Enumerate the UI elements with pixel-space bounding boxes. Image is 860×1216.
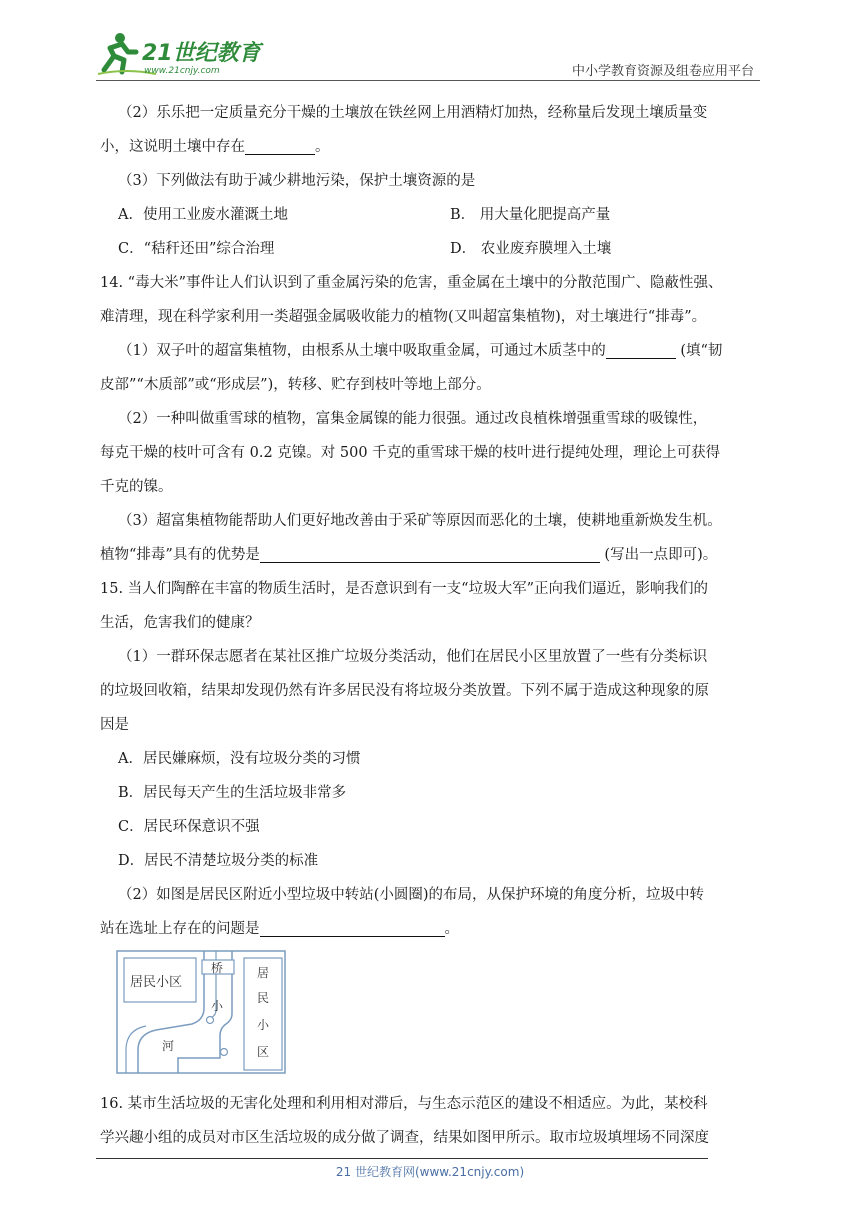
q15-part1-line3: 因是 (100, 717, 129, 733)
label-river: 河 (162, 1039, 175, 1053)
station-circle (207, 1017, 214, 1024)
station-circle (221, 1049, 228, 1056)
q16-stem-line1: 16. 某市生活垃圾的无害化处理和利用相对滞后，与生态示范区的建设不相适应。为此，某校科 (100, 1096, 708, 1112)
q15-part2-line2 (100, 912, 764, 946)
q14-part1-line1 (100, 334, 764, 368)
answer-blank (606, 338, 676, 359)
q13-options-row2 (100, 232, 764, 266)
q15-stem-line2: 生活，危害我们的健康？ (100, 615, 260, 631)
page-footer: 21 世纪教育网(www.21cnjy.com) (335, 1165, 525, 1179)
q14-part2-line1: （2）一种叫做重雪球的植物，富集金属镍的能力很强。通过改良植株增强重雪球的吸镍性， (118, 411, 708, 427)
label-right-3: 小 (257, 1018, 270, 1032)
q14-stem-line1: 14. “毒大米”事件让人们认识到了重金属污染的危害，重金属在土壤中的分散范围广、隐蔽性强、 (100, 275, 723, 291)
q14-part3-end: (写出一点即可)。 (599, 547, 718, 563)
q13-part3: （3）下列做法有助于减少耕地污染，保护土壤资源的是 (118, 173, 476, 189)
answer-blank (260, 916, 445, 937)
header-divider (96, 80, 760, 81)
q14-part3-text: 植物“排毒”具有的优势是 (100, 547, 260, 563)
q14-stem-line2: 难清理，现在科学家利用一类超强金属吸收能力的植物(又叫超富集植物)，对土壤进行“排毒”。 (100, 309, 707, 325)
footer-divider (96, 1158, 708, 1159)
q14-part2-line3: 千克的镍。 (100, 479, 173, 495)
q13-option-a: A．使用工业废水灌溉土地 (118, 207, 288, 223)
q13-option-c: C．“秸秆还田”综合治理 (118, 241, 275, 257)
q15-option-c: C．居民环保意识不强 (118, 819, 260, 835)
logo-url: www.21cnjy.com (144, 66, 220, 76)
q14-part1-text: （1）双子叶的超富集植物，由根系从土壤中吸取重金属，可通过木质茎中的 (118, 343, 606, 359)
garbage-station-map (116, 950, 286, 1074)
label-left-residential: 居民小区 (130, 975, 183, 990)
q14-part1-hint: (填“韧 (675, 343, 723, 359)
label-small: 小 (211, 999, 224, 1013)
label-right-4: 区 (257, 1045, 270, 1059)
site-logo (96, 30, 266, 76)
answer-blank (245, 134, 315, 155)
q13-option-b: B． 用大量化肥提高产量 (450, 207, 611, 223)
q15-stem-line1: 15. 当人们陶醉在丰富的物质生活时，是否意识到有一支“垃圾大军”正向我们逼近，影响我们的 (100, 581, 708, 597)
q13-part2-line1: （2）乐乐把一定质量充分干燥的土壤放在铁丝网上用酒精灯加热，经称量后发现土壤质量变 (118, 105, 708, 121)
q15-part2-text: 站在选址上存在的问题是 (100, 921, 260, 937)
label-bridge: 桥 (211, 961, 224, 975)
q15-option-d: D．居民不清楚垃圾分类的标准 (118, 853, 319, 869)
logo-text: 21世纪教育 (142, 41, 261, 66)
label-right-1: 居 (257, 966, 270, 980)
q13-option-d: D． 农业废弃膜埋入土壤 (450, 241, 612, 257)
q14-part3-line2 (100, 538, 764, 572)
q13-part2-end: 。 (315, 139, 330, 155)
document-body (100, 96, 764, 1155)
q15-part1-line1: （1）一群环保志愿者在某社区推广垃圾分类活动，他们在居民小区里放置了一些有分类标识 (118, 649, 708, 665)
q14-part1-line2: 皮部”“木质部”或“形成层”)，转移、贮存到枝叶等地上部分。 (100, 377, 491, 393)
label-right-2: 民 (257, 991, 270, 1005)
q14-part3-line1: （3）超富集植物能帮助人们更好地改善由于采矿等原因而恶化的土壤，使耕地重新焕发生机。 (118, 513, 722, 529)
platform-name: 中小学教育资源及组卷应用平台 (571, 64, 754, 79)
q15-part2-line1: （2）如图是居民区附近小型垃圾中转站(小圆圈)的布局，从保护环境的角度分析，垃圾中转 (118, 887, 705, 903)
q13-part2-line2 (100, 130, 764, 164)
q16-stem-line2: 学兴趣小组的成员对市区生活垃圾的成分做了调查，结果如图甲所示。取市垃圾填埋场不同深度 (100, 1130, 709, 1146)
q13-part2-text: 小，这说明土壤中存在 (100, 139, 245, 155)
q15-option-a: A．居民嫌麻烦，没有垃圾分类的习惯 (118, 751, 361, 767)
q15-part2-end: 。 (444, 921, 459, 937)
answer-blank (260, 542, 600, 563)
q13-options-row1 (100, 198, 764, 232)
q14-part2-line2: 每克干燥的枝叶可含有 0.2 克镍。对 500 千克的重雪球干燥的枝叶进行提纯处理，理论上可获得 (100, 445, 721, 461)
q15-part1-line2: 的垃圾回收箱，结果却发现仍然有许多居民没有将垃圾分类放置。下列不属于造成这种现象的原 (100, 683, 709, 699)
q15-option-b: B．居民每天产生的生活垃圾非常多 (118, 785, 347, 801)
page-header (96, 30, 760, 82)
